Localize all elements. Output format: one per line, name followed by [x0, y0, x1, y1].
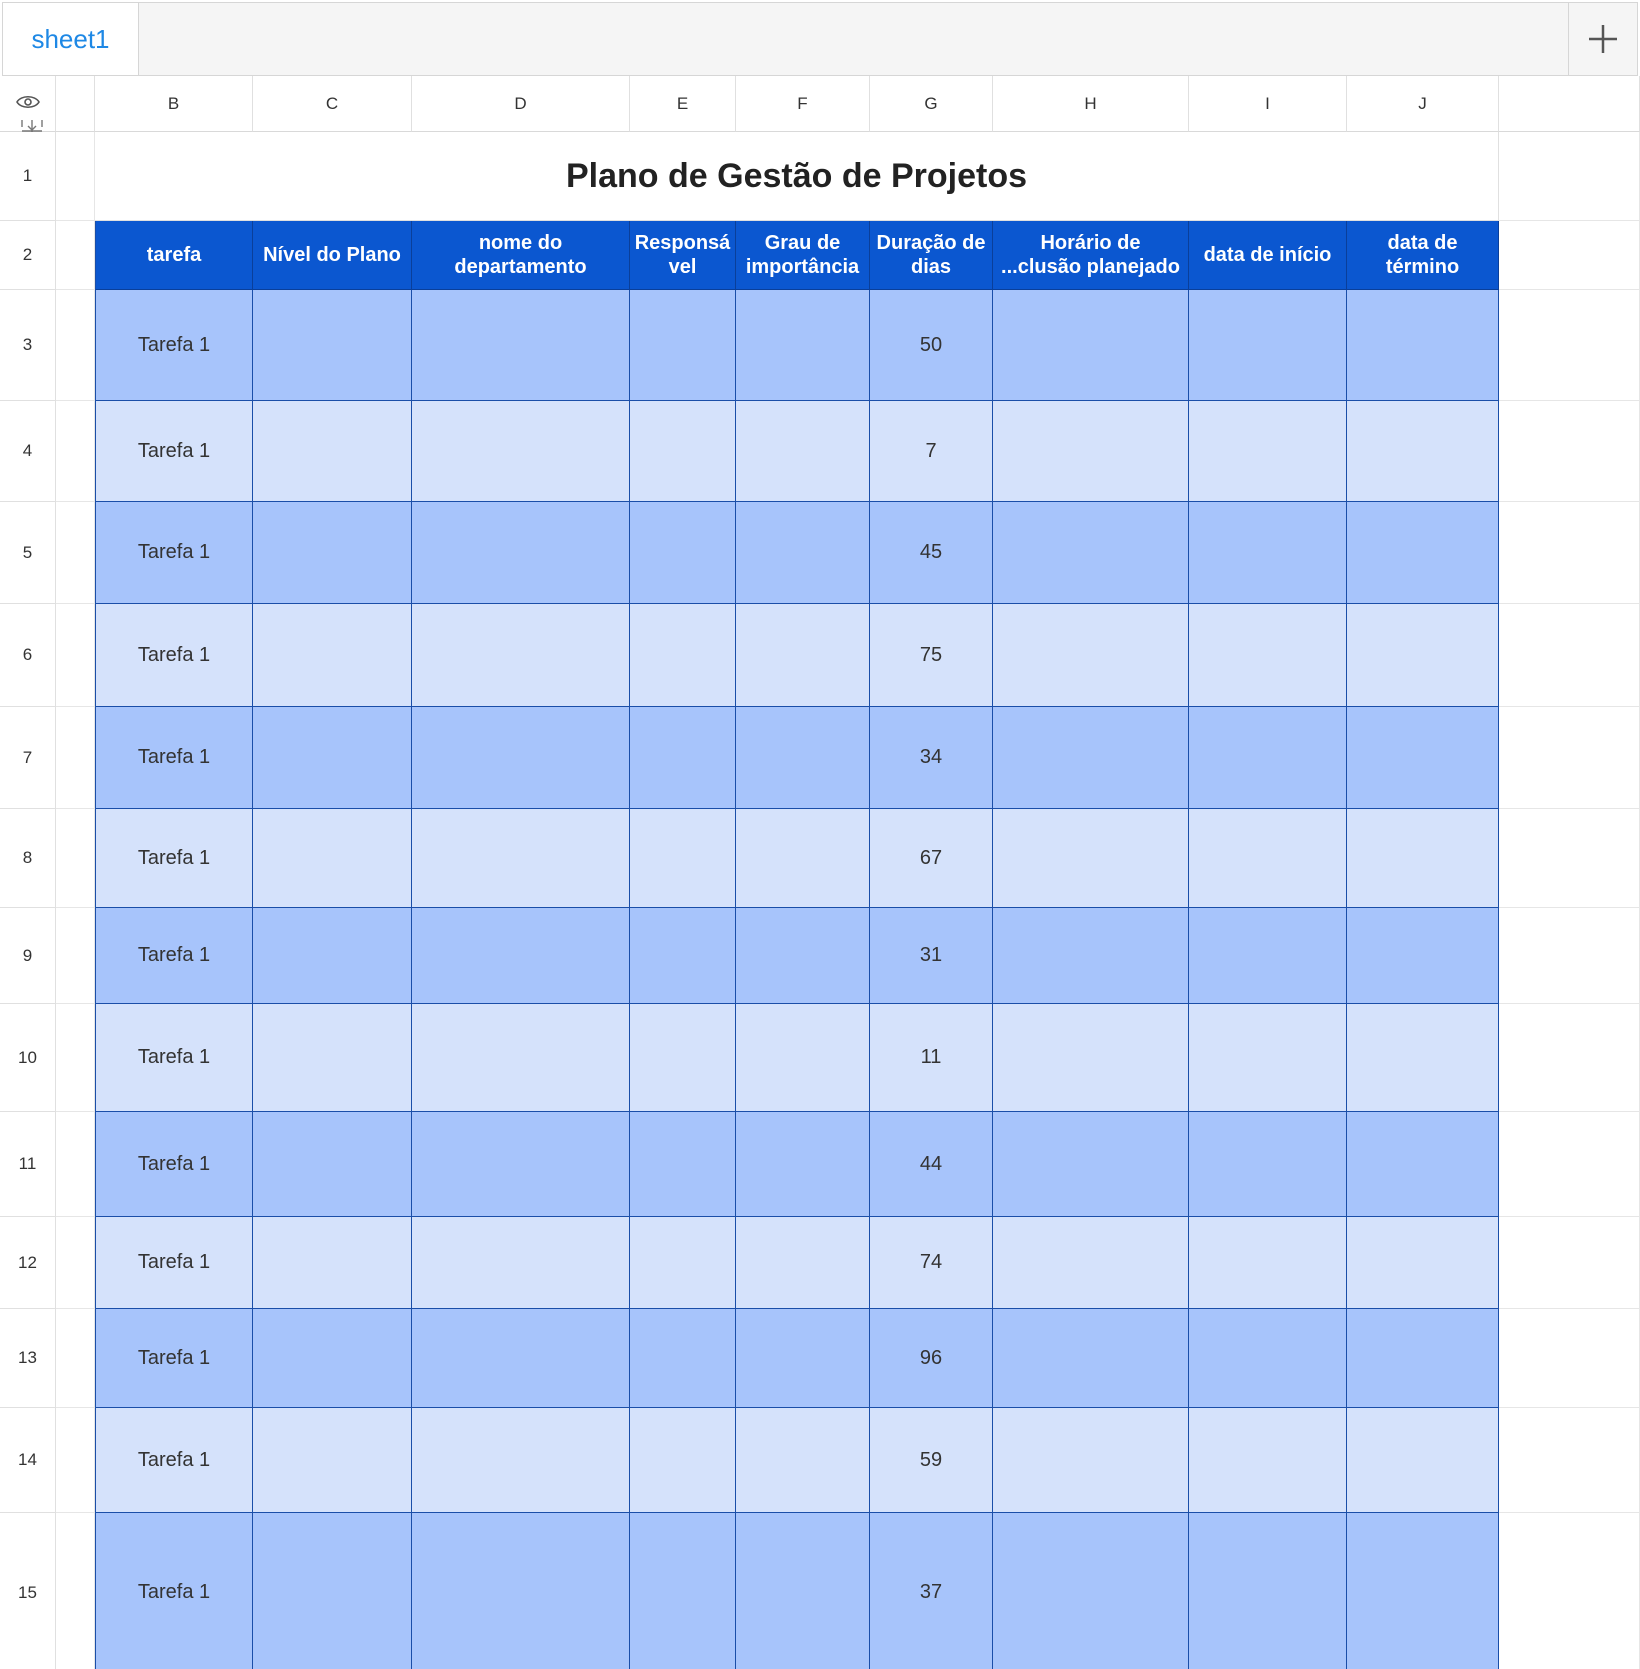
cell-tail[interactable]	[1499, 1112, 1640, 1217]
table-header-cell[interactable]: data de início	[1189, 221, 1347, 290]
cell-gutter[interactable]	[56, 1217, 95, 1309]
table-cell[interactable]	[630, 502, 736, 604]
table-cell[interactable]	[630, 1408, 736, 1513]
table-cell[interactable]	[1347, 604, 1499, 707]
column-header-B[interactable]: B	[95, 76, 253, 132]
task-cell[interactable]: Tarefa 1	[95, 908, 253, 1004]
table-cell[interactable]	[1189, 401, 1347, 502]
cell-gutter[interactable]	[56, 1004, 95, 1112]
table-cell[interactable]	[253, 401, 412, 502]
duration-cell[interactable]: 11	[870, 1004, 993, 1112]
table-cell[interactable]	[736, 908, 870, 1004]
task-cell[interactable]: Tarefa 1	[95, 1112, 253, 1217]
table-cell[interactable]	[736, 1309, 870, 1408]
table-cell[interactable]	[412, 604, 630, 707]
duration-cell[interactable]: 37	[870, 1513, 993, 1669]
table-header-cell[interactable]: nome do departamento	[412, 221, 630, 290]
cell-gutter[interactable]	[56, 809, 95, 908]
row-header-15[interactable]: 15	[0, 1513, 56, 1669]
table-cell[interactable]	[412, 1004, 630, 1112]
table-cell[interactable]	[630, 1004, 736, 1112]
row-header-7[interactable]: 7	[0, 707, 56, 809]
table-cell[interactable]	[1347, 1217, 1499, 1309]
column-header-E[interactable]: E	[630, 76, 736, 132]
row-header-8[interactable]: 8	[0, 809, 56, 908]
table-cell[interactable]	[736, 707, 870, 809]
table-cell[interactable]	[993, 401, 1189, 502]
table-cell[interactable]	[630, 604, 736, 707]
table-cell[interactable]	[736, 1112, 870, 1217]
cell-gutter[interactable]	[56, 1513, 95, 1669]
task-cell[interactable]: Tarefa 1	[95, 809, 253, 908]
table-header-cell[interactable]: Horário de ...clusão planejado	[993, 221, 1189, 290]
table-cell[interactable]	[736, 809, 870, 908]
column-header-G[interactable]: G	[870, 76, 993, 132]
table-cell[interactable]	[1189, 1513, 1347, 1669]
cell-tail[interactable]	[1499, 707, 1640, 809]
duration-cell[interactable]: 50	[870, 290, 993, 401]
table-cell[interactable]	[630, 1513, 736, 1669]
task-cell[interactable]: Tarefa 1	[95, 502, 253, 604]
cell-gutter[interactable]	[56, 290, 95, 401]
row-header-4[interactable]: 4	[0, 401, 56, 502]
task-cell[interactable]: Tarefa 1	[95, 604, 253, 707]
row-header-6[interactable]: 6	[0, 604, 56, 707]
sheet-tab-bar	[2, 2, 1638, 76]
table-cell[interactable]	[1347, 1112, 1499, 1217]
table-cell[interactable]	[736, 502, 870, 604]
table-cell[interactable]	[1189, 1217, 1347, 1309]
table-cell[interactable]	[412, 290, 630, 401]
cell-gutter[interactable]	[56, 604, 95, 707]
table-cell[interactable]	[630, 1112, 736, 1217]
column-header-H[interactable]: H	[993, 76, 1189, 132]
task-cell[interactable]: Tarefa 1	[95, 1309, 253, 1408]
table-cell[interactable]	[253, 908, 412, 1004]
task-cell[interactable]: Tarefa 1	[95, 290, 253, 401]
table-cell[interactable]	[993, 1408, 1189, 1513]
row-header-11[interactable]: 11	[0, 1112, 56, 1217]
cell-tail[interactable]	[1499, 401, 1640, 502]
cell-tail[interactable]	[1499, 1408, 1640, 1513]
row-header-9[interactable]: 9	[0, 908, 56, 1004]
plus-icon	[1587, 23, 1619, 55]
table-cell[interactable]	[1347, 1309, 1499, 1408]
table-cell[interactable]	[412, 1513, 630, 1669]
column-header-I[interactable]: I	[1189, 76, 1347, 132]
cell-gutter[interactable]	[56, 908, 95, 1004]
column-header-C[interactable]: C	[253, 76, 412, 132]
table-cell[interactable]	[412, 502, 630, 604]
table-cell[interactable]	[630, 401, 736, 502]
row-header-1[interactable]: 1	[0, 132, 56, 221]
column-header-D[interactable]: D	[412, 76, 630, 132]
cell-tail[interactable]	[1499, 221, 1640, 290]
table-cell[interactable]	[1189, 809, 1347, 908]
table-cell[interactable]	[630, 1217, 736, 1309]
table-cell[interactable]	[1189, 1309, 1347, 1408]
duration-cell[interactable]: 59	[870, 1408, 993, 1513]
table-cell[interactable]	[736, 401, 870, 502]
duration-cell[interactable]: 44	[870, 1112, 993, 1217]
duration-cell[interactable]: 7	[870, 401, 993, 502]
column-header-tail[interactable]	[1499, 76, 1640, 132]
table-cell[interactable]	[736, 1408, 870, 1513]
table-cell[interactable]	[253, 1217, 412, 1309]
table-cell[interactable]	[412, 908, 630, 1004]
row-header-2[interactable]: 2	[0, 221, 56, 290]
sheet-tab-sheet1[interactable]: sheet1	[3, 3, 139, 75]
table-cell[interactable]	[253, 1004, 412, 1112]
cell-gutter[interactable]	[56, 1408, 95, 1513]
table-header-cell[interactable]: Nível do Plano	[253, 221, 412, 290]
row-header-14[interactable]: 14	[0, 1408, 56, 1513]
table-cell[interactable]	[993, 1112, 1189, 1217]
cell-gutter[interactable]	[56, 707, 95, 809]
cell-gutter[interactable]	[56, 132, 95, 221]
spreadsheet-grid[interactable]	[0, 76, 1640, 1669]
cell-gutter[interactable]	[56, 1112, 95, 1217]
table-cell[interactable]	[736, 604, 870, 707]
table-cell[interactable]	[993, 809, 1189, 908]
table-cell[interactable]	[1189, 290, 1347, 401]
column-header-gutter[interactable]	[56, 76, 95, 132]
duration-cell[interactable]: 67	[870, 809, 993, 908]
duration-cell[interactable]: 96	[870, 1309, 993, 1408]
table-cell[interactable]	[1189, 1004, 1347, 1112]
table-cell[interactable]	[1347, 1408, 1499, 1513]
cell-tail[interactable]	[1499, 132, 1640, 221]
table-cell[interactable]	[993, 1217, 1189, 1309]
table-cell[interactable]	[1347, 502, 1499, 604]
table-cell[interactable]	[736, 1004, 870, 1112]
table-cell[interactable]	[253, 1513, 412, 1669]
table-cell[interactable]	[1189, 1408, 1347, 1513]
cell-tail[interactable]	[1499, 502, 1640, 604]
table-cell[interactable]	[736, 1217, 870, 1309]
table-cell[interactable]	[1189, 908, 1347, 1004]
row-header-10[interactable]: 10	[0, 1004, 56, 1112]
table-cell[interactable]	[993, 290, 1189, 401]
table-cell[interactable]	[412, 809, 630, 908]
table-header-cell[interactable]: Grau de importância	[736, 221, 870, 290]
cell-tail[interactable]	[1499, 1309, 1640, 1408]
row-header-13[interactable]: 13	[0, 1309, 56, 1408]
cell-tail[interactable]	[1499, 1004, 1640, 1112]
duration-cell[interactable]: 74	[870, 1217, 993, 1309]
table-cell[interactable]	[1347, 908, 1499, 1004]
table-cell[interactable]	[253, 1309, 412, 1408]
cell-tail[interactable]	[1499, 290, 1640, 401]
table-cell[interactable]	[1347, 809, 1499, 908]
table-cell[interactable]	[412, 1112, 630, 1217]
column-header-F[interactable]: F	[736, 76, 870, 132]
table-cell[interactable]	[253, 707, 412, 809]
table-cell[interactable]	[736, 1513, 870, 1669]
cell-tail[interactable]	[1499, 908, 1640, 1004]
table-cell[interactable]	[993, 1513, 1189, 1669]
duration-cell[interactable]: 75	[870, 604, 993, 707]
cell-tail[interactable]	[1499, 809, 1640, 908]
row-header-12[interactable]: 12	[0, 1217, 56, 1309]
row-header-3[interactable]: 3	[0, 290, 56, 401]
table-cell[interactable]	[1189, 707, 1347, 809]
table-cell[interactable]	[993, 604, 1189, 707]
table-cell[interactable]	[412, 707, 630, 809]
table-cell[interactable]	[412, 1217, 630, 1309]
task-cell[interactable]: Tarefa 1	[95, 1004, 253, 1112]
column-header-J[interactable]: J	[1347, 76, 1499, 132]
cell-gutter[interactable]	[56, 502, 95, 604]
cell-gutter[interactable]	[56, 221, 95, 290]
table-cell[interactable]	[1347, 290, 1499, 401]
table-cell[interactable]	[1189, 1112, 1347, 1217]
table-cell[interactable]	[253, 1408, 412, 1513]
table-cell[interactable]	[1189, 502, 1347, 604]
table-cell[interactable]	[630, 1309, 736, 1408]
table-cell[interactable]	[993, 1309, 1189, 1408]
task-cell[interactable]: Tarefa 1	[95, 1217, 253, 1309]
table-cell[interactable]	[253, 809, 412, 908]
table-cell[interactable]	[1347, 401, 1499, 502]
table-header-cell[interactable]: Duração de dias	[870, 221, 993, 290]
table-cell[interactable]	[736, 290, 870, 401]
table-cell[interactable]	[630, 707, 736, 809]
table-cell[interactable]	[1189, 604, 1347, 707]
table-cell[interactable]	[993, 1004, 1189, 1112]
table-cell[interactable]	[412, 1408, 630, 1513]
table-cell[interactable]	[1347, 707, 1499, 809]
task-cell[interactable]: Tarefa 1	[95, 1513, 253, 1669]
duration-cell[interactable]: 45	[870, 502, 993, 604]
cell-tail[interactable]	[1499, 1513, 1640, 1669]
table-header-cell[interactable]: tarefa	[95, 221, 253, 290]
table-cell[interactable]	[993, 502, 1189, 604]
cell-tail[interactable]	[1499, 604, 1640, 707]
row-header-5[interactable]: 5	[0, 502, 56, 604]
table-header-cell[interactable]: data de término	[1347, 221, 1499, 290]
cell-gutter[interactable]	[56, 401, 95, 502]
duration-cell[interactable]: 34	[870, 707, 993, 809]
sheet-title[interactable]: Plano de Gestão de Projetos	[95, 132, 1499, 221]
cell-gutter[interactable]	[56, 1309, 95, 1408]
add-sheet-button[interactable]	[1568, 3, 1637, 75]
table-cell[interactable]	[993, 908, 1189, 1004]
table-cell[interactable]	[412, 1309, 630, 1408]
table-cell[interactable]	[253, 290, 412, 401]
duration-cell[interactable]: 31	[870, 908, 993, 1004]
table-cell[interactable]	[630, 908, 736, 1004]
table-cell[interactable]	[1347, 1004, 1499, 1112]
task-cell[interactable]: Tarefa 1	[95, 707, 253, 809]
table-cell[interactable]	[630, 290, 736, 401]
task-cell[interactable]: Tarefa 1	[95, 1408, 253, 1513]
table-cell[interactable]	[253, 1112, 412, 1217]
select-all-corner[interactable]	[0, 76, 56, 132]
table-header-cell[interactable]: Responsá vel	[630, 221, 736, 290]
table-cell[interactable]	[630, 809, 736, 908]
task-cell[interactable]: Tarefa 1	[95, 401, 253, 502]
cell-tail[interactable]	[1499, 1217, 1640, 1309]
table-cell[interactable]	[1347, 1513, 1499, 1669]
eye-icon[interactable]	[16, 94, 40, 110]
table-cell[interactable]	[253, 604, 412, 707]
table-cell[interactable]	[993, 707, 1189, 809]
table-cell[interactable]	[253, 502, 412, 604]
table-cell[interactable]	[412, 401, 630, 502]
